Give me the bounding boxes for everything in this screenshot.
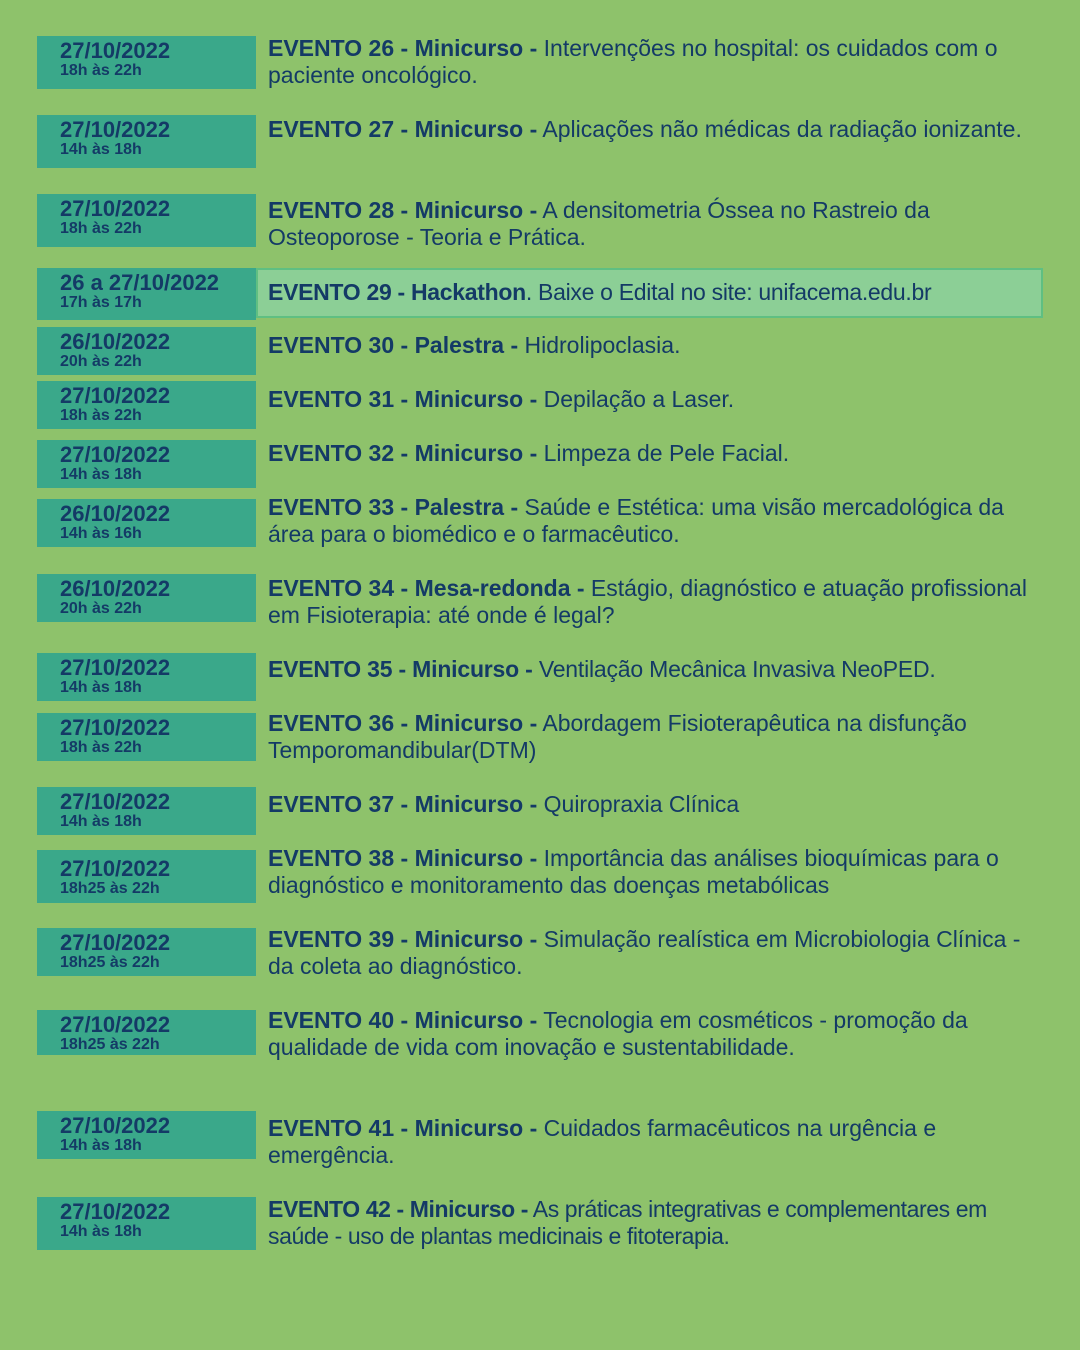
event-date: 26 a 27/10/2022 (60, 270, 220, 295)
date-badge (37, 928, 256, 976)
event-date: 26/10/2022 (60, 576, 171, 601)
event-desc: Estágio, diagnóstico e atuação profissional em Fisioterapia: até onde é legal? (268, 575, 1027, 628)
event-desc: Tecnologia em cosméticos - promoção da qualidade de vida com inovação e sustentabilidade. (268, 1007, 968, 1060)
event-desc: Cuidados farmacêuticos na urgência e emergência. (268, 1115, 937, 1168)
event-date: 27/10/2022 (60, 789, 171, 814)
event-description (268, 575, 1046, 629)
event-date: 27/10/2022 (60, 1199, 171, 1224)
event-time: 18h às 22h (60, 220, 142, 237)
date-badge (37, 713, 256, 761)
event-description (268, 197, 1046, 251)
event-date: 27/10/2022 (60, 442, 171, 467)
event-title: EVENTO 26 - Minicurso - (268, 35, 538, 61)
event-description (268, 845, 1046, 899)
event-title: EVENTO 36 - Minicurso - (268, 710, 538, 736)
event-title: EVENTO 37 - Minicurso - (268, 791, 538, 817)
event-description (268, 386, 1046, 413)
date-badge (37, 36, 256, 89)
event-description (268, 710, 1046, 764)
event-time: 18h às 22h (60, 739, 142, 756)
event-time: 18h25 às 22h (60, 1036, 160, 1053)
date-badge (37, 268, 256, 320)
event-time: 14h às 18h (60, 1137, 142, 1154)
event-time: 18h às 22h (60, 407, 142, 424)
date-badge (37, 1197, 256, 1250)
event-description (268, 440, 1046, 467)
event-title: EVENTO 40 - Minicurso - (268, 1007, 538, 1033)
date-badge (37, 787, 256, 835)
event-title: EVENTO 33 - Palestra - (268, 494, 519, 520)
event-time: 14h às 18h (60, 141, 142, 158)
event-title: EVENTO 31 - Minicurso - (268, 386, 538, 412)
event-date: 26/10/2022 (60, 501, 171, 526)
event-title: EVENTO 28 - Minicurso - (268, 197, 538, 223)
event-description (268, 494, 1046, 548)
event-time: 17h às 17h (60, 294, 142, 311)
event-date: 27/10/2022 (60, 38, 171, 63)
event-title: EVENTO 30 - Palestra - (268, 332, 519, 358)
event-description (268, 279, 1046, 306)
event-desc: Importância das análises bioquímicas para o diagnóstico e monitoramento das doenças metabólicas (268, 845, 999, 898)
event-time: 14h às 18h (60, 679, 142, 696)
event-description (268, 116, 1046, 143)
event-date: 27/10/2022 (60, 1012, 171, 1037)
event-description (268, 791, 1046, 818)
event-desc: Saúde e Estética: uma visão mercadológica da área para o biomédico e o farmacêutico. (268, 494, 1004, 547)
event-description (268, 1007, 1046, 1061)
event-desc: Quiropraxia Clínica (537, 791, 740, 817)
event-title: EVENTO 32 - Minicurso - (268, 440, 538, 466)
event-title: EVENTO 42 - Minicurso - (268, 1196, 529, 1222)
event-desc: Simulação realística em Microbiologia Clínica - da coleta ao diagnóstico. (268, 926, 1021, 979)
event-time: 14h às 16h (60, 525, 142, 542)
event-desc: A densitometria Óssea no Rastreio da Osteoporose - Teoria e Prática. (268, 197, 930, 250)
event-date: 27/10/2022 (60, 655, 171, 680)
event-description (268, 35, 1046, 89)
event-date: 27/10/2022 (60, 196, 171, 221)
event-desc: Hidrolipoclasia. (518, 332, 681, 358)
event-date: 26/10/2022 (60, 329, 171, 354)
event-title: EVENTO 41 - Minicurso - (268, 1115, 538, 1141)
event-desc: Limpeza de Pele Facial. (537, 440, 790, 466)
event-time: 18h25 às 22h (60, 880, 160, 897)
event-description (268, 1196, 1046, 1250)
event-title: EVENTO 35 - Minicurso - (268, 656, 533, 682)
date-badge (37, 574, 256, 622)
event-desc: . Baixe o Edital no site: unifacema.edu.br (525, 279, 932, 305)
date-badge (37, 115, 256, 168)
date-badge (37, 194, 256, 247)
event-desc: Abordagem Fisioterapêutica na disfunção Temporomandibular(DTM) (268, 710, 967, 763)
event-time: 20h às 22h (60, 353, 142, 370)
date-badge (37, 499, 256, 547)
date-badge (37, 653, 256, 701)
event-desc: As práticas integrativas e complementares em saúde - uso de plantas medicinais e fitoterapia. (268, 1196, 987, 1249)
event-time: 14h às 18h (60, 813, 142, 830)
event-date: 27/10/2022 (60, 1113, 171, 1138)
event-title: EVENTO 34 - Mesa-redonda - (268, 575, 585, 601)
event-title: EVENTO 29 - Hackathon (268, 279, 526, 305)
event-time: 14h às 18h (60, 1223, 142, 1240)
date-badge (37, 327, 256, 375)
event-date: 27/10/2022 (60, 715, 171, 740)
event-time: 20h às 22h (60, 600, 142, 617)
event-date: 27/10/2022 (60, 930, 171, 955)
event-desc: Depilação a Laser. (537, 386, 735, 412)
event-description (268, 656, 1046, 683)
event-desc: Intervenções no hospital: os cuidados com o paciente oncológico. (268, 35, 998, 88)
event-description (268, 926, 1046, 980)
date-badge (37, 850, 256, 903)
event-title: EVENTO 27 - Minicurso - (268, 116, 538, 142)
event-description (268, 332, 1046, 359)
event-date: 27/10/2022 (60, 117, 171, 142)
event-title: EVENTO 39 - Minicurso - (268, 926, 538, 952)
event-title: EVENTO 38 - Minicurso - (268, 845, 538, 871)
event-desc: Aplicações não médicas da radiação ionizante. (537, 116, 1022, 142)
date-badge (37, 381, 256, 429)
date-badge (37, 1010, 256, 1055)
event-date: 27/10/2022 (60, 383, 171, 408)
date-badge (37, 440, 256, 488)
date-badge (37, 1111, 256, 1159)
event-time: 14h às 18h (60, 466, 142, 483)
event-time: 18h às 22h (60, 62, 142, 79)
event-date: 27/10/2022 (60, 856, 171, 881)
event-desc: Ventilação Mecânica Invasiva NeoPED. (532, 656, 936, 682)
event-description (268, 1115, 1046, 1169)
event-time: 18h25 às 22h (60, 954, 160, 971)
